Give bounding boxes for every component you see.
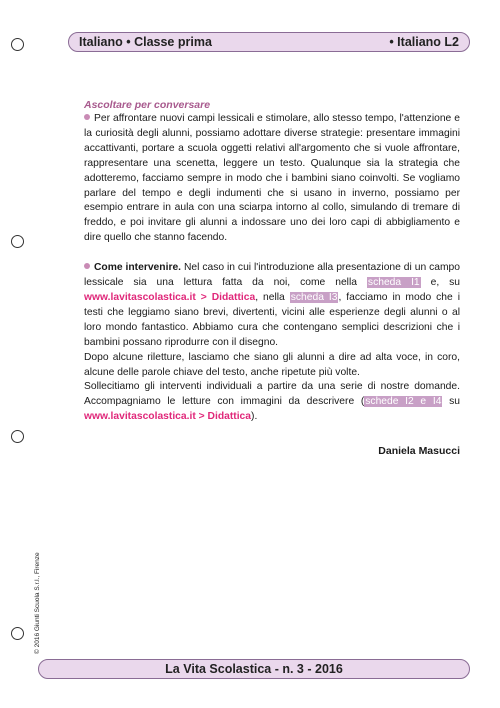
- paragraph-1-text: Per affrontare nuovi campi lessicali e stimolare, allo stesso tempo, l'attenzione e la curiosità degli alunni, possiamo adottare diverse strategie: presentare immagini accattivanti, portare a scuola oggetti relativi all'argomento che si vuole affrontare, rappresentare una scenetta, leggere un testo. Qualunque sia la strategia che adotteremo, facciamo sempre in modo che i bambini siano coinvolti. Se vogliamo parlare del tempo e degli indumenti che si usano in inverno, possiamo per esempio entrare in aula con una sciarpa intorno al collo, simulando di tremare di freddo, e poi invitare gli alunni a indossare uno dei loro capi di abbigliamento e dire quello che stanno facendo.: [84, 113, 460, 244]
- header-section: • Italiano L2: [389, 35, 459, 49]
- author-signature: Daniela Masucci: [378, 445, 460, 457]
- paragraph-4-text-c: ).: [251, 411, 258, 423]
- scheda-reference[interactable]: scheda I3: [290, 291, 338, 303]
- bullet-icon: [84, 114, 90, 120]
- article-body: [84, 99, 460, 425]
- footer-bar: [38, 659, 470, 679]
- copyright-notice: © 2016 Giunti Scuola S.r.l., Firenze: [34, 552, 41, 654]
- paragraph-2-text-d: , facciamo in modo che i testi che leggiamo siano brevi, divertenti, vicini alle esperienze degli alunni o al loro mondo fantastico. Abbiamo cura che contengano semplici descrizioni che i bambini possano riprodurre con il disegno.: [84, 291, 460, 348]
- binder-hole-4: [11, 627, 24, 640]
- binder-hole-2: [11, 235, 24, 248]
- paragraph-2-lead: Come intervenire.: [94, 262, 182, 274]
- paragraph-2-text-c: , nella: [255, 291, 290, 303]
- header-bar: [68, 32, 470, 52]
- scheda-reference[interactable]: schede I2 e I4: [365, 396, 442, 408]
- paragraph-4-text-b: su: [442, 396, 460, 408]
- binder-hole-1: [11, 38, 24, 51]
- binder-hole-3: [11, 430, 24, 443]
- scheda-reference[interactable]: scheda I1: [367, 277, 420, 289]
- paragraph-2-text-b: e, su: [420, 277, 460, 289]
- paragraph-1: [84, 112, 460, 246]
- paragraph-3: Dopo alcune riletture, lasciamo che siano gli alunni a dire ad alta voce, in coro, alcune delle parole chiave del testo, anche ripetute più volte.: [84, 351, 460, 378]
- bullet-icon: [84, 263, 90, 269]
- header-subject: Italiano • Classe prima: [79, 35, 212, 49]
- paragraph-2: [84, 261, 460, 350]
- paragraph-4: [84, 380, 460, 425]
- paragraph-2-text-a: Nel caso in cui l'introduzione alla presentazione di un campo lessicale sia una lettura fatta da noi, come nella: [84, 262, 461, 289]
- website-link[interactable]: www.lavitascolastica.it > Didattica: [84, 411, 252, 423]
- website-link[interactable]: www.lavitascolastica.it > Didattica: [84, 291, 256, 303]
- footer-issue: La Vita Scolastica - n. 3 - 2016: [165, 662, 343, 676]
- paragraph-4-text-a: Sollecitiamo gli interventi individuali a partire da una serie di nostre domande. Accompagniamo le letture con immagini da descrivere (: [84, 381, 460, 408]
- section-title: Ascoltare per conversare: [84, 99, 211, 111]
